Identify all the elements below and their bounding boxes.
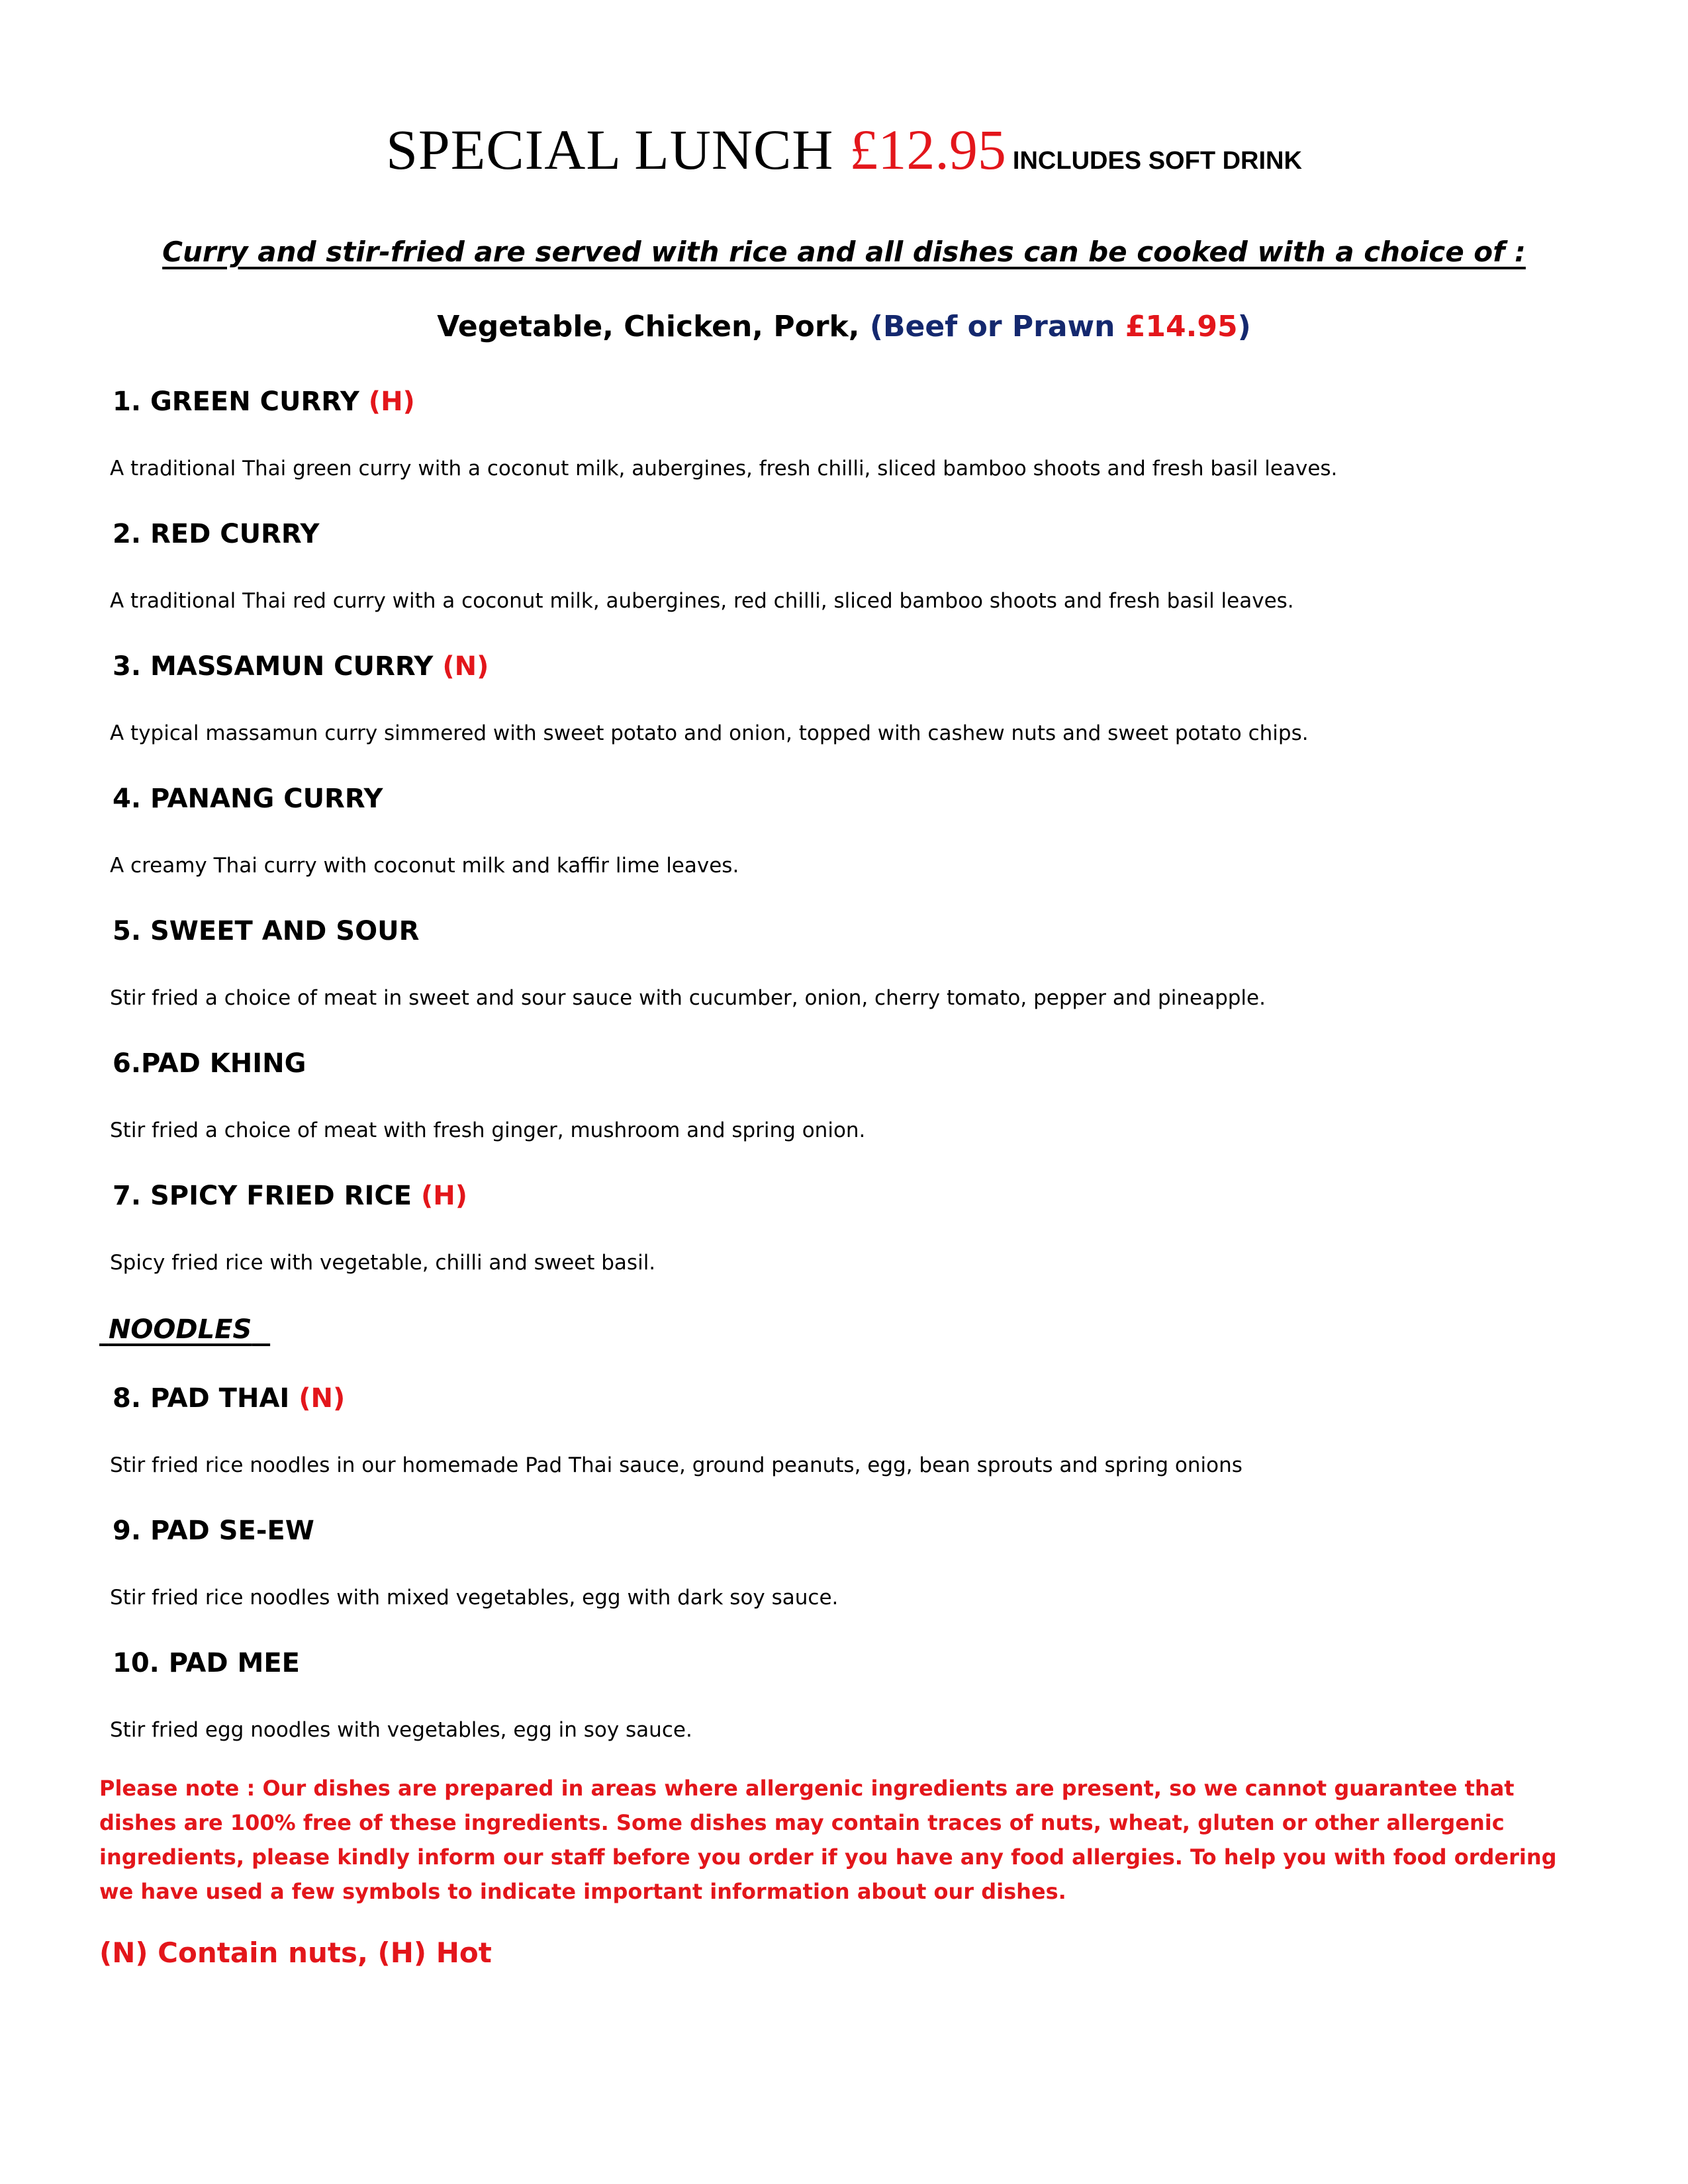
menu-item-title — [113, 519, 319, 549]
item-tag: (H) — [368, 387, 415, 417]
item-name: 5. SWEET AND SOUR — [113, 916, 420, 946]
menu-item-title — [113, 1048, 306, 1079]
menu-item-title — [113, 651, 489, 682]
item-name: 6.PAD KHING — [113, 1048, 306, 1079]
menu-item-title — [113, 916, 419, 946]
menu-item-description: Stir fried a choice of meat in sweet and sour sauce with cucumber, onion, cherry tomato, pepper and pineapple. — [110, 986, 1266, 1010]
menu-item-description: Stir fried rice noodles in our homemade Pad Thai sauce, ground peanuts, egg, bean sprouts and spring onions — [110, 1453, 1243, 1477]
item-tag: (H) — [420, 1181, 468, 1211]
item-name: 4. PANANG CURRY — [113, 784, 383, 814]
menu-item-description: Stir fried egg noodles with vegetables, egg in soy sauce. — [110, 1718, 692, 1742]
item-name: 9. PAD SE-EW — [113, 1516, 314, 1546]
menu-item-description: A creamy Thai curry with coconut milk and kaffir lime leaves. — [110, 854, 739, 878]
item-name: 3. MASSAMUN CURRY — [113, 651, 434, 682]
symbol-key: (N) Contain nuts, (H) Hot — [99, 1936, 492, 1969]
menu-item-description: A traditional Thai red curry with a coconut milk, aubergines, red chilli, sliced bamboo shoots and fresh basil leaves. — [110, 589, 1294, 613]
open-paren: ( — [869, 310, 883, 343]
noodles-heading — [99, 1314, 270, 1345]
item-name: 7. SPICY FRIED RICE — [113, 1181, 412, 1211]
close-paren: ) — [1237, 310, 1251, 343]
menu-item-description: A typical massamun curry simmered with sweet potato and onion, topped with cashew nuts and sweet potato chips. — [110, 721, 1309, 745]
item-tag: (N) — [299, 1383, 346, 1414]
menu-item-description: Spicy fried rice with vegetable, chilli and sweet basil. — [110, 1251, 656, 1275]
menu-item-description: Stir fried a choice of meat with fresh ginger, mushroom and spring onion. — [110, 1118, 866, 1142]
menu-item-title — [113, 784, 383, 814]
menu-title — [0, 116, 1688, 183]
item-name: 2. RED CURRY — [113, 519, 320, 549]
meat-options — [0, 310, 1688, 343]
menu-item-title — [113, 1181, 467, 1211]
item-name: 10. PAD MEE — [113, 1648, 300, 1678]
title-text: SPECIAL LUNCH — [386, 118, 834, 181]
menu-item-description: A traditional Thai green curry with a coconut milk, aubergines, fresh chilli, sliced bamboo shoots and fresh basil leaves. — [110, 457, 1338, 480]
menu-item-title — [113, 1648, 300, 1678]
item-name: 8. PAD THAI — [113, 1383, 290, 1414]
premium-price: £14.95 — [1125, 310, 1238, 343]
menu-item-title — [113, 1516, 314, 1546]
allergy-note: Please note : Our dishes are prepared in areas where allergenic ingredients are present, so we cannot guarantee that dishes are 100% free of these ingredients. Some dishes may contain traces of nuts, wheat, gluten or other allergenic ingredients, please kindly inform our staff before you order if you have any food allergies. To help you with food ordering we have used a few symbols to indicate important information about our dishes. — [99, 1776, 1557, 1904]
menu-subtitle: Curry and stir-fried are served with rice and all dishes can be cooked with a choice of : — [162, 236, 1526, 268]
noodles-heading-text: NOODLES — [108, 1314, 252, 1345]
menu-item-title — [113, 387, 415, 417]
menu-item-description: Stir fried rice noodles with mixed vegetables, egg with dark soy sauce. — [110, 1586, 839, 1610]
item-name: 1. GREEN CURRY — [113, 387, 359, 417]
premium-options: Beef or Prawn — [882, 310, 1115, 343]
basic-options: Vegetable, Chicken, Pork, — [437, 310, 860, 343]
lunch-price: £12.95 — [849, 118, 1006, 181]
menu-item-title — [113, 1383, 345, 1414]
price-note: INCLUDES SOFT DRINK — [1012, 147, 1302, 175]
item-tag: (N) — [442, 651, 489, 682]
